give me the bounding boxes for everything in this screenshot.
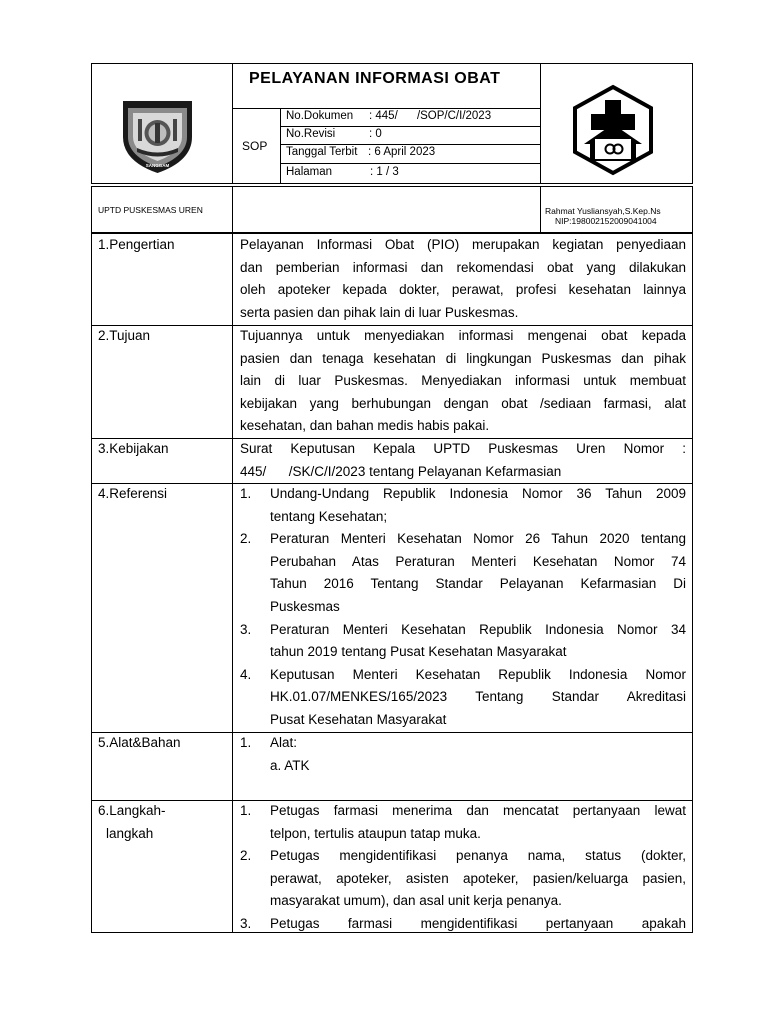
pengertian-line: dan pemberian informasi dan rekomendasi obat yang dilakukan xyxy=(240,259,686,275)
meta-row-divider-2 xyxy=(280,144,540,145)
tujuan-line: Tujuannya untuk menyediakan informasi mengenai obat kepada xyxy=(240,328,686,343)
list-number: 2. xyxy=(240,848,252,864)
title-divider xyxy=(232,108,540,109)
list-line: HK.01.07/MENKES/165/2023 Tentang Standar Akreditasi xyxy=(270,689,686,705)
label-tujuan: 2.Tujuan xyxy=(98,328,151,343)
list-line: Keputusan Menteri Kesehatan Republik Indonesia Nomor xyxy=(270,666,686,682)
crest-text-top: BALANGAN xyxy=(132,93,183,102)
list-number: 3. xyxy=(240,621,252,637)
crest-text-bottom: SANGGAM xyxy=(145,163,170,168)
list-line: Petugas farmasi mengidentifikasi pertanyaan apakah xyxy=(270,915,686,931)
text-kebijakan xyxy=(240,438,686,483)
header-divider-right xyxy=(540,63,541,184)
list-number: 4. xyxy=(240,666,252,682)
meta-label-tanggal: Tanggal Terbit xyxy=(286,146,358,158)
meta-row-divider-1 xyxy=(280,126,540,127)
tujuan-line: kesehatan, dan bahan medis habis pakai. xyxy=(240,418,490,434)
referensi-list xyxy=(240,483,686,732)
list-line: masyarakat umum), dan asal unit kerja penanya. xyxy=(270,893,562,909)
header-divider-left xyxy=(232,63,233,184)
text-tujuan xyxy=(240,325,686,438)
list-line: Petugas mengidentifikasi penanya nama, status (dokter, xyxy=(270,848,686,864)
list-number: 1. xyxy=(240,486,252,501)
org-divider-right xyxy=(540,186,541,233)
pengertian-line: oleh apoteker kepada dokter, perawat, profesi kesehatan lainnya xyxy=(240,282,686,298)
regional-crest-logo xyxy=(119,93,196,175)
sop-label: SOP xyxy=(242,139,268,153)
alat-sub-item: a. ATK xyxy=(270,758,310,773)
list-line: Petugas farmasi menerima dan mencatat pertanyaan lewat xyxy=(270,803,686,818)
meta-label-revisi: No.Revisi xyxy=(286,128,336,140)
kebijakan-line: 445/ /SK/C/I/2023 tentang Pelayanan Kefarmasian xyxy=(240,463,562,479)
sop-divider xyxy=(280,108,281,184)
content-column-divider xyxy=(232,233,233,933)
tujuan-line: lain di luar Puskesmas. Menyediakan informasi untuk membuat xyxy=(240,373,686,389)
meta-value-tanggal: : 6 April 2023 xyxy=(368,146,436,158)
meta-row-divider-3 xyxy=(280,163,540,164)
langkah-item xyxy=(240,845,686,913)
list-number: 2. xyxy=(240,531,252,547)
signatory-nip: NIP:198002152009041004 xyxy=(555,216,657,226)
document-title: PELAYANAN INFORMASI OBAT xyxy=(249,70,501,87)
list-line: tahun 2019 tentang Pusat Kesehatan Masyarakat xyxy=(270,644,567,660)
list-line: Peraturan Menteri Kesehatan Republik Indonesia Nomor 34 xyxy=(270,621,686,637)
list-line: telpon, tertulis ataupun tatap muka. xyxy=(270,825,481,841)
list-line: Tahun 2016 Tentang Standar Pelayanan Kefarmasian Di xyxy=(270,576,686,592)
pengertian-line: Pelayanan Informasi Obat (PIO) merupakan kegiatan penyediaan xyxy=(240,237,686,252)
list-number: 3. xyxy=(240,915,252,931)
list-line: perawat, apoteker, asisten apoteker, pasien/keluarga pasien, xyxy=(270,870,686,886)
label-alat-bahan: 5.Alat&Bahan xyxy=(98,735,181,750)
org-divider-left xyxy=(232,186,233,233)
referensi-item xyxy=(240,528,686,618)
list-number: 1. xyxy=(240,803,252,818)
label-pengertian: 1.Pengertian xyxy=(98,237,175,252)
alat-item-title: Alat: xyxy=(270,735,298,750)
langkah-list xyxy=(240,800,686,936)
tujuan-line: kebijakan yang berhubungan dengan obat /sediaan farmasi, alat xyxy=(240,395,686,411)
referensi-item xyxy=(240,619,686,664)
label-referensi: 4.Referensi xyxy=(98,486,168,501)
signatory-name: Rahmat Yusliansyah,S.Kep.Ns xyxy=(545,206,661,216)
list-line: Pusat Kesehatan Masyarakat xyxy=(270,711,447,727)
list-line: Puskesmas xyxy=(270,598,340,614)
referensi-item xyxy=(240,483,686,528)
meta-label-dokumen: No.Dokumen xyxy=(286,110,354,122)
pengertian-line: serta pasien dan pihak lain di luar Puskesmas. xyxy=(240,304,519,320)
langkah-item xyxy=(240,913,686,936)
org-unit-name: UPTD PUSKESMAS UREN xyxy=(98,205,203,215)
list-line: tentang Kesehatan; xyxy=(270,508,388,524)
kebijakan-line: Surat Keputusan Kepala UPTD Puskesmas Uren Nomor : xyxy=(240,441,686,456)
list-line: Peraturan Menteri Kesehatan Nomor 26 Tahun 2020 tentang xyxy=(270,531,686,547)
text-pengertian xyxy=(240,234,686,324)
alat-item-number: 1. xyxy=(240,735,252,750)
meta-value-halaman: : 1 / 3 xyxy=(370,166,399,178)
meta-label-halaman: Halaman xyxy=(286,166,333,178)
row-divider-4 xyxy=(91,732,693,733)
langkah-item xyxy=(240,800,686,845)
list-line: Undang-Undang Republik Indonesia Nomor 36 Tahun 2009 xyxy=(270,486,686,501)
tujuan-line: pasien dan tenaga kesehatan di lingkungan Puskesmas dan pihak xyxy=(240,350,686,366)
label-langkah-line2: langkah xyxy=(106,826,154,841)
label-kebijakan: 3.Kebijakan xyxy=(98,441,169,456)
meta-value-dokumen: : 445/ /SOP/C/I/2023 xyxy=(369,110,492,122)
list-line: Perubahan Atas Peraturan Menteri Kesehatan Nomor 74 xyxy=(270,553,686,569)
label-langkah-line1: 6.Langkah- xyxy=(98,803,166,818)
puskesmas-logo xyxy=(572,84,654,176)
meta-value-revisi: : 0 xyxy=(369,128,382,140)
referensi-item xyxy=(240,664,686,732)
